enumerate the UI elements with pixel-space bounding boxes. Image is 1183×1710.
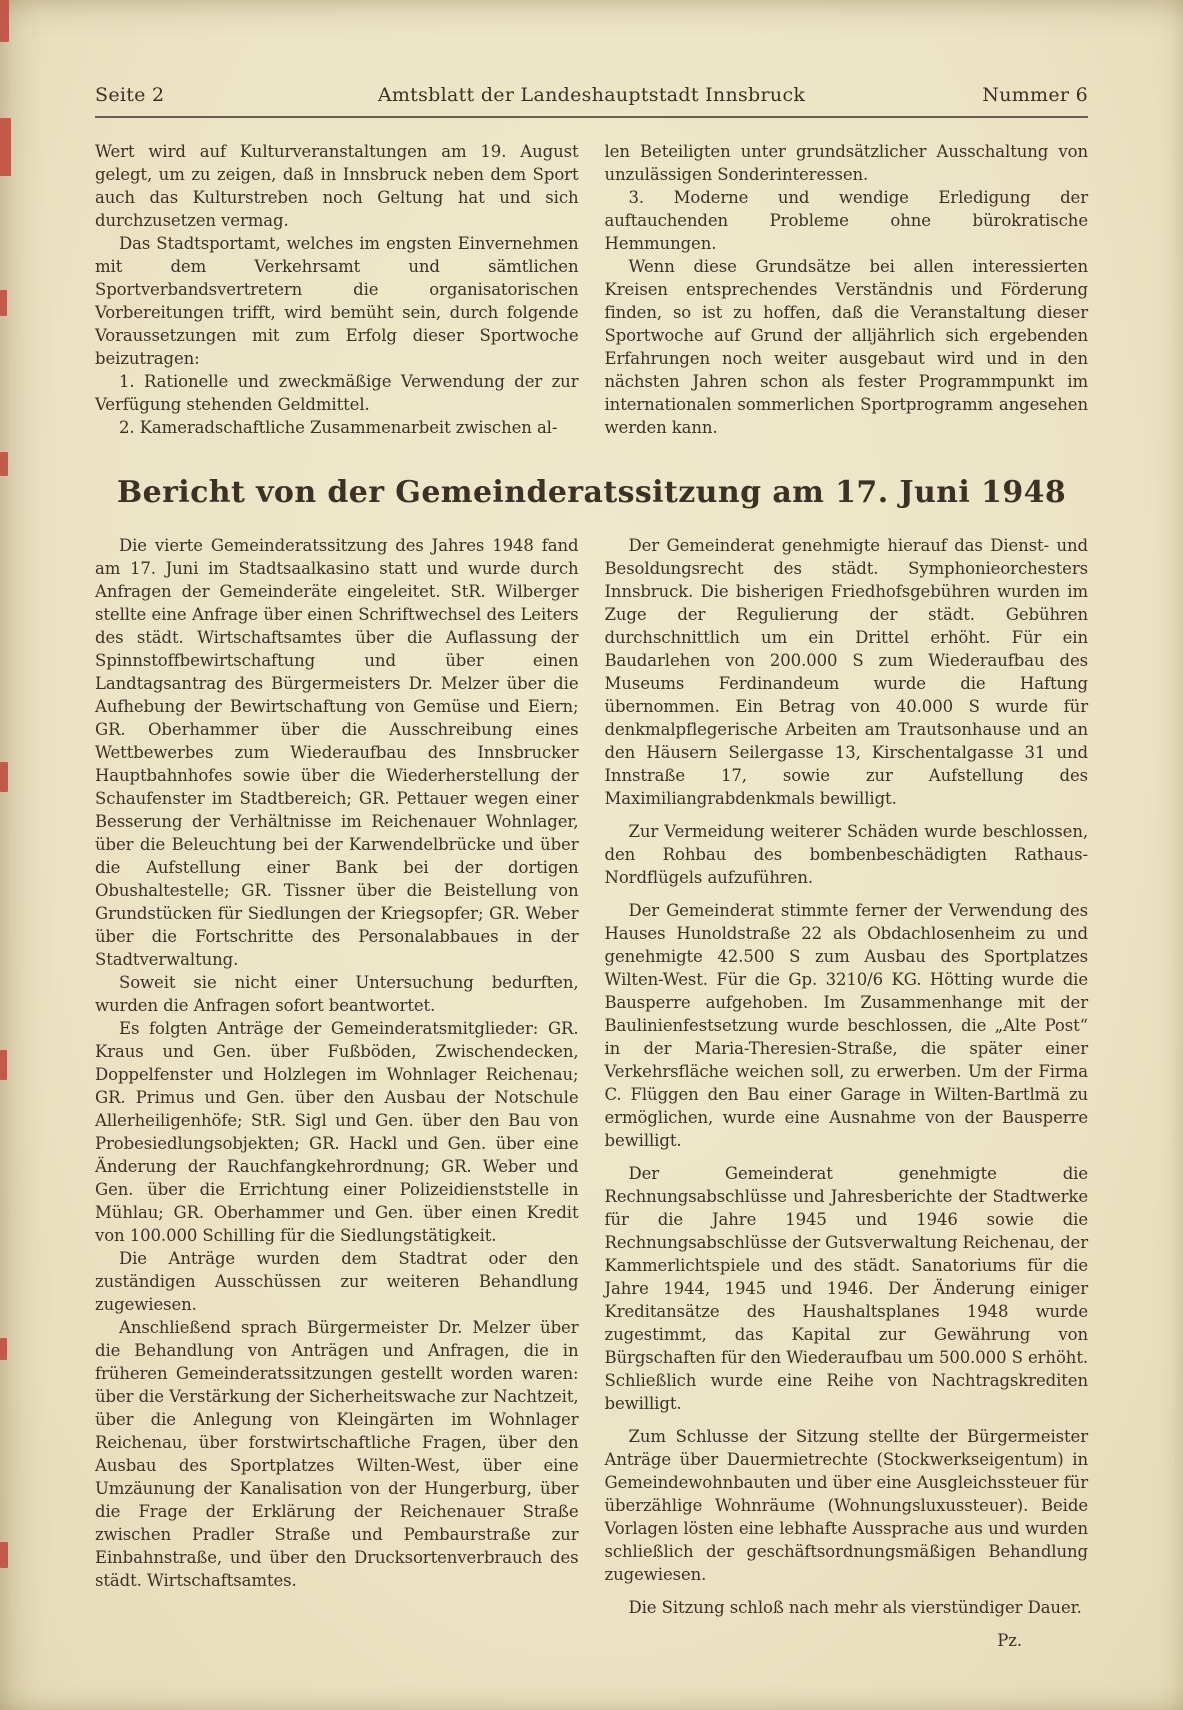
paragraph: Anschließend sprach Bürgermeister Dr. Melzer über die Behandlung von Anträgen und Anfragen, die in früheren Gemeinderatssitzungen gestellt worden waren: über die Verstärkung der Sicherheitswache zur Nachtzeit, über die Anlegung von Kleingärten im Wohnlager Reichenau, über forstwirtschaftliche Fragen, über den Ausbau des Sportplatzes Wilten-West, über eine Umzäunung der Kanalisation von der Hungerburg, über die Frage der Erklärung der Reichenauer Straße zwischen Pradler Straße und Pembaurstraße zur Einbahnstraße, und über den Drucksortenverbrauch des städt. Wirtschaftsamtes. — [95, 1318, 579, 1590]
paragraph: Der Gemeinderat genehmigte die Rechnungsabschlüsse und Jahresberichte der Stadtwerke für die Jahre 1945 und 1946 sowie die Rechnungsabschlüsse der Gutsverwaltung Reichenau, der Kammerlichtspiele und des städt. Sanatoriums für die Jahre 1944, 1945 und 1946. Der Änderung einiger Kreditansätze des Haushaltsplanes 1948 wurde zugestimmt, das Kapital zur Gewährung von Bürgschaften für den Wiederaufbau um 500.000 S erhöht. Schließlich wurde eine Reihe von Nachtragskrediten bewilligt. — [604, 1164, 1088, 1413]
paragraph: 3. Moderne und wendige Erledigung der auftauchenden Probleme ohne bürokratische Hemmungen. — [604, 188, 1088, 253]
masthead-title: Amtsblatt der Landeshauptstadt Innsbruck — [377, 84, 806, 106]
main-article-left-column — [95, 534, 579, 1652]
paragraph: Soweit sie nicht einer Untersuchung bedurften, wurden die Anfragen sofort beantwortet. — [95, 973, 579, 1015]
paragraph: Zur Vermeidung weiterer Schäden wurde beschlossen, den Rohbau des bombenbeschädigten Rathaus-Nordflügels aufzuführen. — [604, 822, 1088, 887]
paragraph: Die Sitzung schloß nach mehr als vierstündiger Dauer. — [628, 1598, 1082, 1617]
page-content — [0, 140, 1183, 1652]
red-edge-mark — [0, 452, 8, 476]
top-article — [95, 140, 1088, 439]
paragraph: 1. Rationelle und zweckmäßige Verwendung der zur Verfügung stehenden Geldmittel. — [95, 372, 579, 414]
paragraph: 2. Kameradschaftliche Zusammenarbeit zwischen al- — [119, 418, 558, 437]
red-edge-mark — [0, 118, 11, 176]
paragraph: Der Gemeinderat stimmte ferner der Verwendung des Hauses Hunoldstraße 22 als Obdachlosenheim zu und genehmigte 42.500 S zum Ausbau des Sportplatzes Wilten-West. Für die Gp. 3210/6 KG. Hötting wurde die Bausperre aufgehoben. Im Zusammenhange mit der Baulinienfestsetzung wurde beschlossen, die „Alte Post“ in der Maria-Theresien-Straße, die später einer Verkehrsfläche weichen soll, zu erwerben. Um der Firma C. Flüggen den Bau einer Garage in Wilten-Bartlmä zu ermöglichen, wurde eine Ausnahme von der Bausperre bewilligt. — [604, 901, 1088, 1150]
paragraph: Es folgten Anträge der Gemeinderatsmitglieder: GR. Kraus und Gen. über Fußböden, Zwischendecken, Doppelfenster und Holzlegen im Wohnlager Reichenau; GR. Primus und Gen. über den Ausbau der Notschule Allerheiligenhöfe; StR. Sigl und Gen. über den Bau von Probesiedlungsobjekten; GR. Hackl und Gen. über eine Änderung der Rauchfangkehrordnung; GR. Weber und Gen. über die Errichtung einer Polizeidienststelle in Mühlau; GR. Oberhammer und Gen. über einen Kredit von 100.000 Schilling für die Siedlungstätigkeit. — [95, 1019, 579, 1245]
paragraph: Zum Schlusse der Sitzung stellte der Bürgermeister Anträge über Dauermietrechte (Stockwerkseigentum) in Gemeindewohnbauten und über eine Ausgleichssteuer für überzählige Wohnräume (Wohnungsluxussteuer). Beide Vorlagen lösten eine lebhafte Aussprache aus und wurden schließlich der geschäftsordnungsmäßigen Behandlung zugewiesen. — [604, 1427, 1088, 1584]
paragraph: len Beteiligten unter grundsätzlicher Ausschaltung von unzulässigen Sonderinteressen. — [604, 142, 1088, 184]
paragraph: Die Anträge wurden dem Stadtrat oder den zuständigen Ausschüssen zur weiteren Behandlung zugewiesen. — [95, 1249, 579, 1314]
signature: Pz. — [997, 1631, 1022, 1650]
red-edge-mark — [0, 0, 9, 42]
article-title: Bericht von der Gemeinderatssitzung am 17. Juni 1948 — [116, 475, 1067, 510]
paragraph: Die vierte Gemeinderatssitzung des Jahres 1948 fand am 17. Juni im Stadtsaalkasino statt und wurde durch Anfragen der Gemeinderäte eingeleitet. StR. Wilberger stellte eine Anfrage über einen Schriftwechsel des Leiters des städt. Wirtschaftsamtes über die Auflassung der Spinnstoffbewirtschaftung und über einen Landtagsantrag des Bürgermeisters Dr. Melzer über die Aufhebung der Bewirtschaftung von Gemüse und Eiern; GR. Oberhammer über die Ausschreibung eines Wettbewerbes zum Wiederaufbau des Innsbrucker Hauptbahnhofes sowie über die Wiederherstellung der Schaufenster im Stadtbereich; GR. Pettauer wegen einer Besserung der Verhältnisse im Reichenauer Wohnlager, über die Beleuchtung bei der Karwendelbrücke und über die Aufstellung einer Bank bei der dortigen Obushaltestelle; GR. Tissner über die Beistellung von Grundstücken für Siedlungen der Kriegsopfer; GR. Weber über die Fortschritte des Personalabbaues in der Stadtverwaltung. — [95, 536, 579, 969]
red-edge-mark — [0, 1050, 7, 1080]
top-article-left-column — [95, 140, 579, 439]
paragraph: Das Stadtsportamt, welches im engsten Einvernehmen mit dem Verkehrsamt und sämtlichen Sportverbandsvertretern die organisatorischen Vorbereitungen trifft, wird bemüht sein, durch folgende Voraussetzungen mit zum Erfolg dieser Sportwoche beizutragen: — [95, 234, 579, 368]
main-article — [95, 534, 1088, 1652]
red-edge-mark — [0, 1542, 8, 1568]
main-article-right-column — [605, 534, 1089, 1652]
paragraph: Der Gemeinderat genehmigte hierauf das Dienst- und Besoldungsrecht des städt. Symphonieorchesters Innsbruck. Die bisherigen Friedhofsgebühren wurden im Zuge der Regulierung der städt. Gebühren durchschnittlich um ein Drittel erhöht. Für ein Baudarlehen von 200.000 S zum Wiederaufbau des Museums Ferdinandeum wurde die Haftung übernommen. Ein Betrag von 40.000 S wurde für denkmalpflegerische Arbeiten am Trautsonhause und an den Häusern Seilergasse 13, Kirschentalgasse 31 und Innstraße 17, sowie zur Aufstellung des Maximiliangrabdenkmals bewilligt. — [604, 536, 1088, 808]
red-edge-mark — [0, 1338, 7, 1360]
page-number: Seite 2 — [95, 84, 165, 106]
paragraph: Wert wird auf Kulturveranstaltungen am 19. August gelegt, um zu zeigen, daß in Innsbruck neben dem Sport auch das Kulturstreben noch Geltung hat und sich durchzusetzen vermag. — [95, 142, 579, 230]
header-rule — [95, 116, 1088, 118]
top-article-right-column — [605, 140, 1089, 439]
page-header — [0, 0, 1183, 106]
paragraph: Wenn diese Grundsätze bei allen interessierten Kreisen entsprechendes Verständnis und Förderung finden, so ist zu hoffen, daß die Veranstaltung dieser Sportwoche auf Grund der alljährlich sich ergebenden Erfahrungen noch weiter ausgebaut wird und in den nächsten Jahren schon als fester Programmpunkt im internationalen sommerlichen Sportprogramm angesehen werden kann. — [604, 257, 1088, 437]
red-edge-mark — [0, 290, 7, 316]
issue-number: Nummer 6 — [982, 84, 1089, 106]
red-edge-mark — [0, 762, 8, 792]
